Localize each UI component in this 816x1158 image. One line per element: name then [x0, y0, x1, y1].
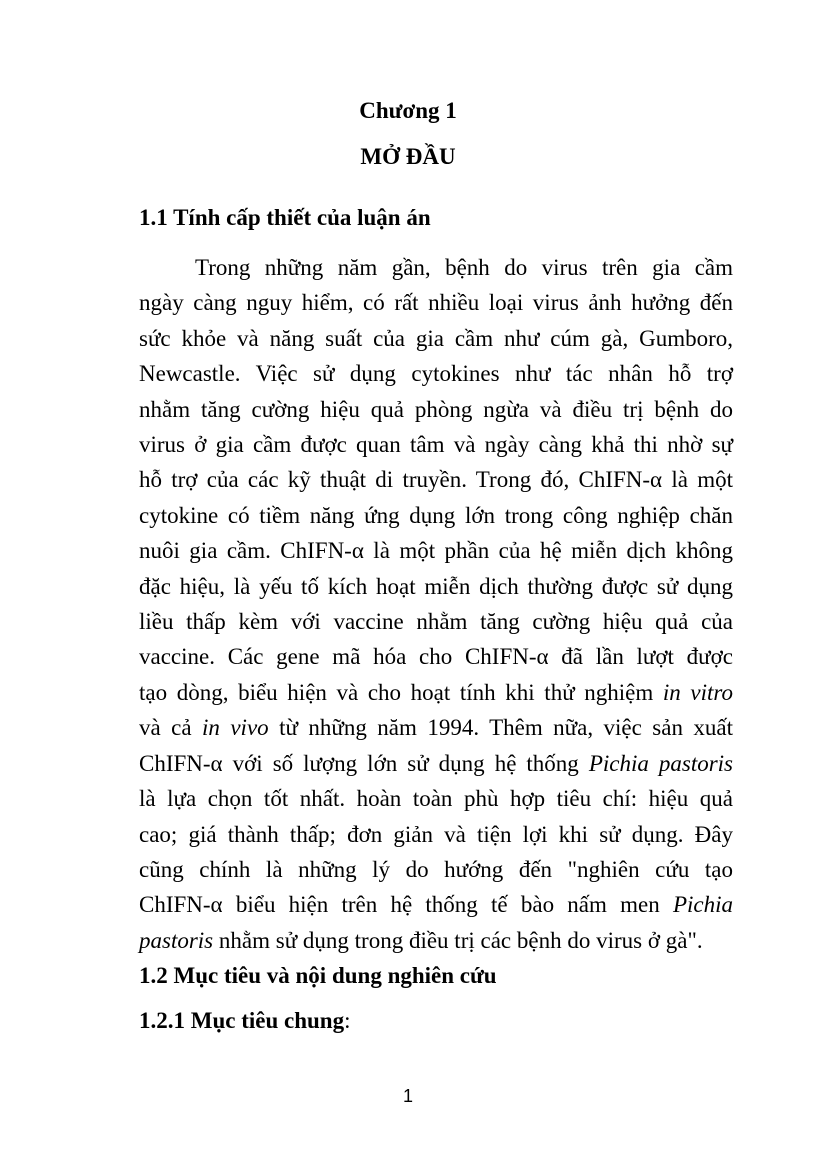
paragraph-line: cũng chính là những lý do hướng đến "nghiên cứu tạo: [139, 856, 733, 882]
paragraph-line: đặc hiệu, là yếu tố kích hoạt miễn dịch thường được sử dụng: [139, 573, 733, 599]
section-heading-1-2-1: [139, 1006, 350, 1036]
text-run: nhằm sử dụng trong điều trị các bệnh do virus ở gà".: [213, 927, 703, 953]
paragraph-line: sức khỏe và năng suất của gia cầm như cúm gà, Gumboro,: [139, 325, 733, 351]
section-heading-1-2-1-text: 1.2.1 Mục tiêu chung: [139, 1008, 345, 1033]
paragraph-line: virus ở gia cầm được quan tâm và ngày càng khả thi nhờ sự: [139, 432, 733, 458]
chapter-title: Chương 1: [359, 98, 457, 123]
paragraph-line: nhằm tăng cường hiệu quả phòng ngừa và điều trị bệnh do: [139, 396, 733, 422]
paragraph-line: cao; giá thành thấp; đơn giản và tiện lợi khi sử dụng. Đây: [139, 821, 733, 847]
text-run: từ những năm 1994. Thêm nữa, việc sản xuất: [268, 715, 733, 741]
paragraph-line: cytokine có tiềm năng ứng dụng lớn trong công nghiệp chăn: [139, 502, 733, 528]
paragraph-line: ngày càng nguy hiểm, có rất nhiều loại virus ảnh hưởng đến: [139, 290, 733, 316]
paragraph-line: [139, 923, 733, 958]
paragraph-line: Newcastle. Việc sử dụng cytokines như tác nhân hỗ trợ: [139, 361, 733, 387]
paragraph-line: Trong những năm gần, bệnh do virus trên gia cầm: [195, 255, 733, 280]
text-run: ChIFN-α với số lượng lớn sử dụng hệ thống: [139, 750, 589, 776]
italic-term: Pichia pastoris: [588, 750, 734, 776]
paragraph-line: nuôi gia cầm. ChIFN-α là một phần của hệ miễn dịch không: [139, 538, 733, 564]
section-heading-1-2: 1.2 Mục tiêu và nội dung nghiên cứu: [139, 963, 497, 988]
chapter-subtitle: MỞ ĐẦU: [360, 144, 456, 169]
section-1-1-paragraph: [139, 250, 733, 958]
italic-term: in vivo: [202, 715, 269, 741]
page-number: 1: [402, 1086, 413, 1106]
paragraph-line: vaccine. Các gene mã hóa cho ChIFN-α đã lần lượt được: [139, 644, 733, 670]
paragraph-line: [139, 710, 733, 745]
paragraph-line: là lựa chọn tốt nhất. hoàn toàn phù hợp tiêu chí: hiệu quả: [139, 786, 733, 812]
paragraph-line: [139, 746, 733, 781]
heading-colon: :: [344, 1008, 351, 1033]
text-run: ChIFN-α biểu hiện trên hệ thống tế bào nấm men: [139, 892, 673, 918]
italic-term: in vitro: [662, 679, 734, 705]
paragraph-line: liều thấp kèm với vaccine nhằm tăng cường hiệu quả của: [139, 609, 733, 635]
text-run: và cả: [139, 715, 203, 741]
paragraph-line: hỗ trợ của các kỹ thuật di truyền. Trong đó, ChIFN-α là một: [139, 467, 733, 493]
section-heading-1-1: 1.1 Tính cấp thiết của luận án: [139, 205, 431, 230]
paragraph-line: [139, 675, 733, 710]
italic-term: Pichia: [672, 892, 733, 918]
text-run: tạo dòng, biểu hiện và cho hoạt tính khi thử nghiệm: [139, 679, 663, 705]
paragraph-line: [139, 887, 733, 922]
italic-term: pastoris: [139, 927, 214, 953]
